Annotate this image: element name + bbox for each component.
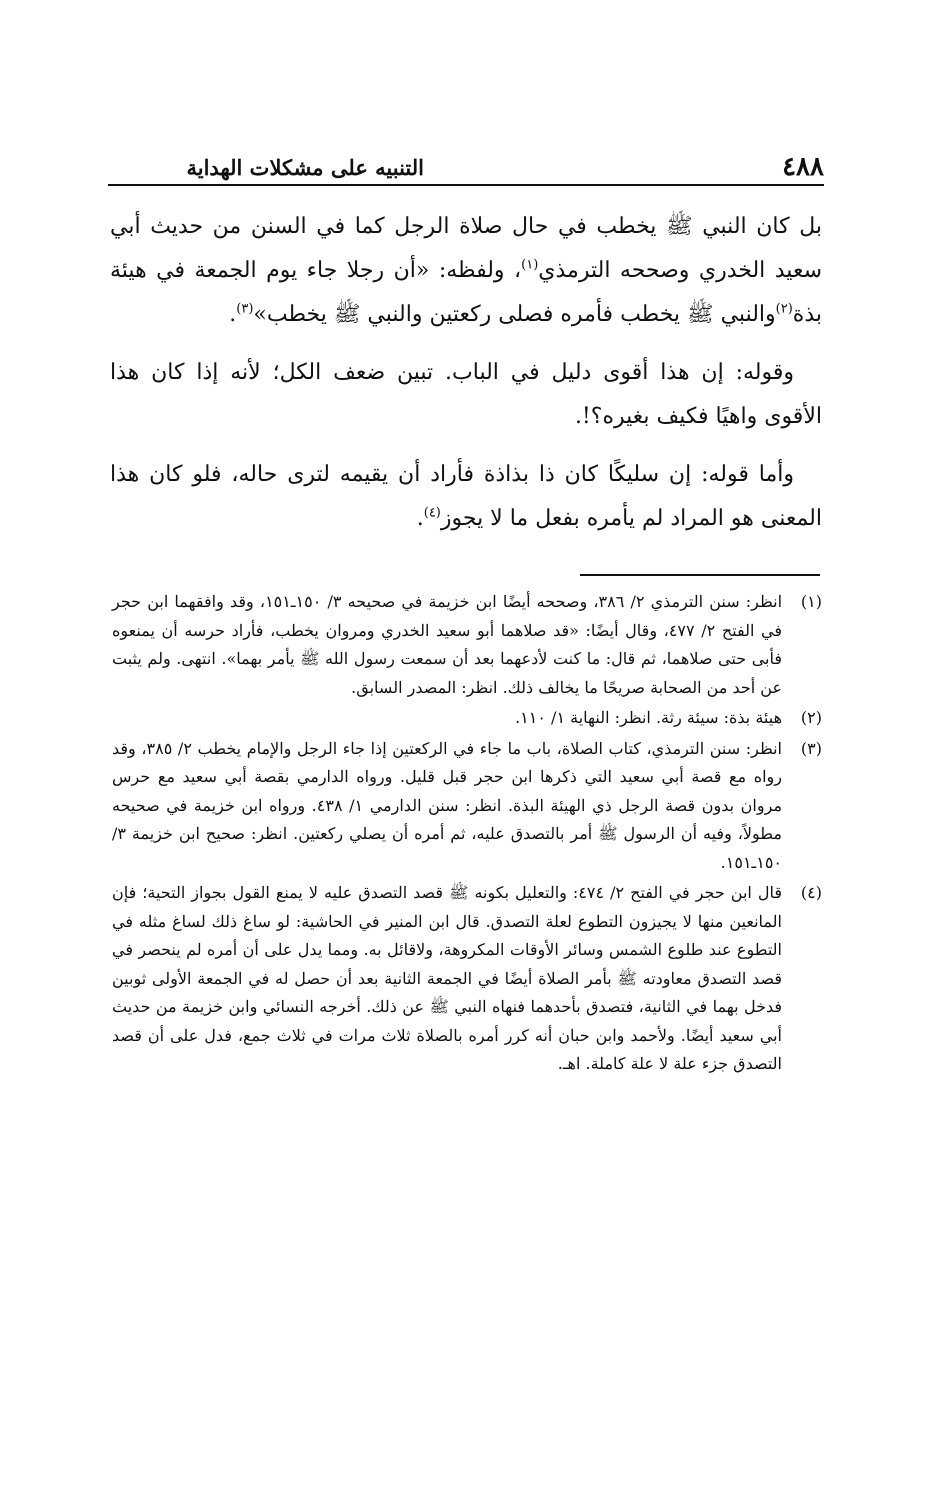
main-text: [110, 205, 822, 555]
footnote-number: (٤): [800, 883, 822, 902]
footnote-ref-3: (٣): [236, 301, 254, 317]
running-title: التنبيه على مشكلات الهداية: [186, 155, 424, 180]
footnote-1: [112, 588, 822, 702]
paragraph-1: [110, 205, 822, 337]
header-rule: [108, 184, 824, 186]
footnote-separator: [580, 574, 820, 576]
paragraph-text: والنبي ﷺ يخطب فأمره فصلى ركعتين والنبي ﷺ يخطب»: [253, 302, 776, 327]
page-header: [108, 146, 824, 186]
paragraph-text: بل كان النبي ﷺ يخطب في حال صلاة الرجل كما في السنن من حديث أبي سعيد الخدري وصححه الترمذي: [110, 214, 822, 283]
footnote-3: [112, 735, 822, 878]
footnote-ref-2: (٢): [775, 301, 793, 317]
paragraph-text: ، ولفظه: «أن رجلا جاء يوم الجمعة في هيئة بذة: [110, 258, 822, 327]
footnote-text: انظر: سنن الترمذي، كتاب الصلاة، باب ما جاء في الركعتين إذا جاء الرجل والإمام يخطب ٢/ ٣٨٥، وقد رواه مع قصة أبي سعيد التي ذكرها ابن حجر قبل قليل. ورواه الدارمي بقصة أبي سعيد مع حرس مروان بدون قصة الرجل ذي الهيئة البذة. انظر: سنن الدارمي ١/ ٤٣٨. ورواه ابن خزيمة في صحيحه مطولاً، وفيه أن الرسول ﷺ أمر بالتصدق عليه، ثم أمره أن يصلي ركعتين. انظر: صحيح ابن خزيمة ٣/ ١٥٠ـ١٥١.: [112, 738, 783, 872]
footnote-ref-4: (٤): [423, 505, 441, 521]
footnote-number: (٢): [800, 708, 822, 727]
footnote-text: قال ابن حجر في الفتح ٢/ ٤٧٤: والتعليل بكونه ﷺ قصد التصدق عليه لا يمنع القول بجواز التحية؛ فإن المانعين منها لا يجيزون التطوع لعلة التصدق. قال ابن المنير في الحاشية: لو ساغ ذلك لساغ مثله في التطوع عند طلوع الشمس وسائر الأوقات المكروهة، ولاقائل به. ومما يدل على أن أمره لم ينحصر في قصد التصدق معاودته ﷺ بأمر الصلاة أيضًا في الجمعة الثانية بعد أن حصل له في الجمعة الأولى ثوبين فدخل بهما في الثانية، فتصدق بأحدهما فنهاه النبي ﷺ عن ذلك. أخرجه النسائي وابن خزيمة من حديث أبي سعيد أيضًا. ولأحمد وابن حبان أنه كرر أمره بالصلاة ثلاث مرات في ثلاث جمع، فدل على أن قصد التصدق جزء علة لا علة كاملة. اهـ.: [112, 883, 783, 1073]
footnote-number: (٣): [800, 738, 822, 758]
footnote-ref-1: (١): [521, 257, 539, 273]
footnote-text: انظر: سنن الترمذي ٢/ ٣٨٦، وصححه أيضًا ابن خزيمة في صحيحه ٣/ ١٥٠ـ١٥١، وقد وافقهما ابن حجر في الفتح ٢/ ٤٧٧، وقال أيضًا: «قد صلاهما أبو سعيد الخدري ومروان يخطب، فأراد حرسه أن يمنعوه فأبى حتى صلاهما، ثم قال: ما كنت لأدعهما بعد أن سمعت رسول الله ﷺ يأمر بهما». انتهى. ولم يثبت عن أحد من الصحابة صريحًا ما يخالف ذلك. انظر: المصدر السابق.: [112, 592, 783, 697]
footnote-number: (١): [800, 592, 822, 611]
paragraph-text: .: [416, 506, 424, 531]
paragraph-text: وقوله: إن هذا أقوى دليل في الباب. تبين ضعف الكل؛ لأنه إذا كان هذا الأقوى واهيًا فكيف بغيره؟!.: [110, 360, 822, 429]
footnote-2: [112, 704, 822, 733]
paragraph-text: وأما قوله: إن سليكًا كان ذا بذاذة فأراد أن يقيمه لترى حاله، فلو كان هذا المعنى هو المراد لم يأمره بفعل ما لا يجوز: [110, 462, 822, 531]
page-number: ٤٨٨: [782, 152, 824, 182]
paragraph-text: .: [229, 302, 237, 327]
footnote-text: هيئة بذة: سيئة رثة. انظر: النهاية ١/ ١١٠.: [515, 708, 782, 727]
footnotes: [112, 588, 822, 1081]
paragraph-2: [110, 351, 822, 439]
paragraph-3: [110, 453, 822, 541]
footnote-4: [112, 879, 822, 1079]
